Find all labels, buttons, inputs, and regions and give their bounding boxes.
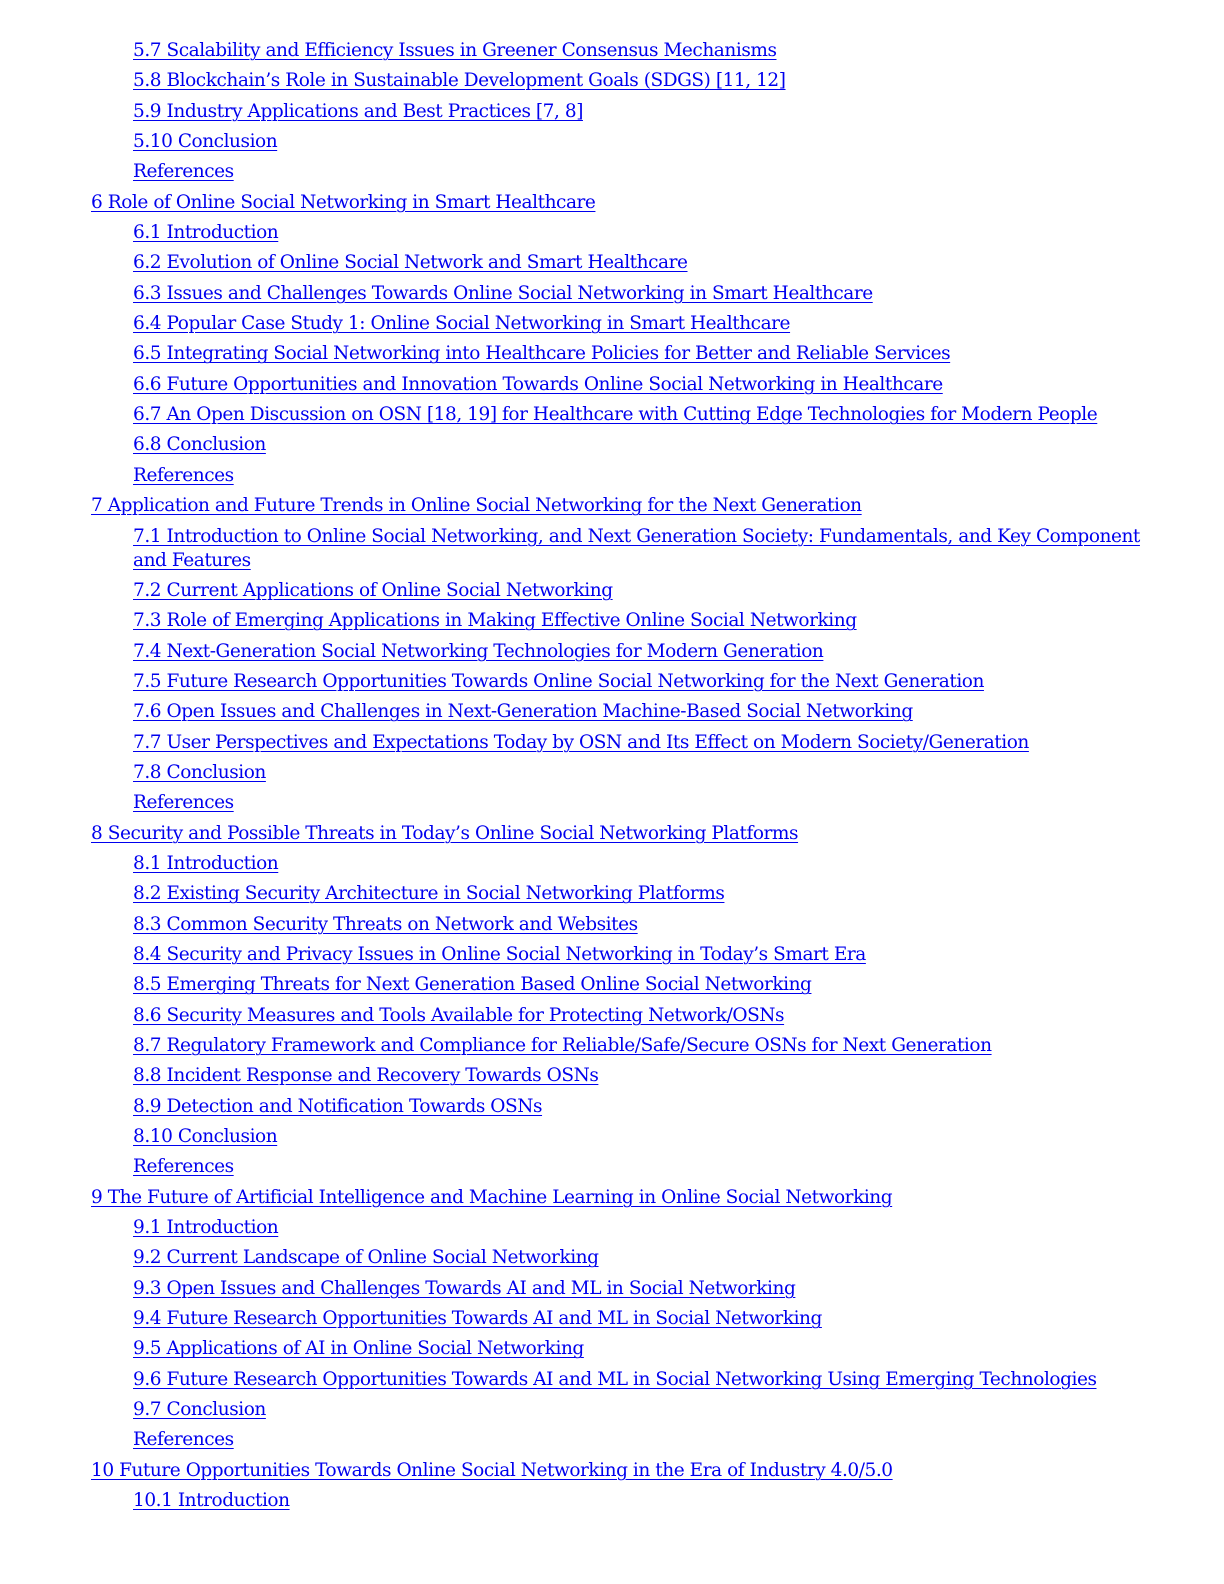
toc-section-entry (0, 160, 1224, 184)
toc-section-link[interactable]: References (133, 1156, 234, 1178)
toc-section-entry (0, 579, 1224, 603)
toc-section-entry (0, 342, 1224, 366)
toc-section-entry (0, 791, 1224, 815)
toc-section-link[interactable]: References (133, 161, 234, 183)
toc-section-link[interactable]: 6.5 Integrating Social Networking into Healthcare Policies for Better and Reliable Services (133, 343, 951, 365)
toc-section-link[interactable]: 7.3 Role of Emerging Applications in Making Effective Online Social Networking (133, 610, 857, 632)
toc-section-entry (0, 609, 1224, 633)
toc-section-link[interactable]: 6.1 Introduction (133, 222, 279, 244)
toc-section-link[interactable]: 5.8 Blockchain’s Role in Sustainable Development Goals (SDGS) [11, 12] (133, 70, 786, 92)
toc-section-link[interactable]: 9.7 Conclusion (133, 1399, 266, 1421)
toc-section-entry (0, 433, 1224, 457)
toc-section-link[interactable]: 8.7 Regulatory Framework and Compliance for Reliable/Safe/Secure OSNs for Next Generation (133, 1035, 992, 1056)
toc-section-link[interactable]: References (133, 464, 234, 486)
toc-section-link[interactable]: 6.7 An Open Discussion on OSN [18, 19] for Healthcare with Cutting Edge Technologies for Modern People (133, 404, 1098, 426)
toc-section-link[interactable]: 7.8 Conclusion (133, 761, 266, 783)
toc-chapter-entry (0, 822, 1224, 846)
toc-section-link[interactable]: References (133, 1429, 234, 1451)
toc-section-link[interactable]: 7.6 Open Issues and Challenges in Next-Generation Machine-Based Social Networking (133, 701, 913, 723)
toc-chapter-entry (0, 191, 1224, 215)
toc-section-entry (0, 1155, 1224, 1179)
toc-section-entry (0, 39, 1224, 63)
toc-section-entry (0, 1277, 1224, 1301)
toc-chapter-link[interactable]: 6 Role of Online Social Networking in Smart Healthcare (91, 191, 596, 213)
toc-section-entry (0, 1368, 1224, 1392)
toc-section-entry (0, 1337, 1224, 1361)
toc-section-entry (0, 130, 1224, 154)
toc-section-entry (0, 640, 1224, 664)
toc-section-entry (0, 221, 1224, 245)
toc-section-link[interactable]: 8.10 Conclusion (133, 1126, 278, 1148)
toc-section-entry (0, 882, 1224, 906)
toc-chapter-link[interactable]: 7 Application and Future Trends in Online Social Networking for the Next Generation (91, 495, 862, 517)
toc-chapter-link[interactable]: 8 Security and Possible Threats in Today’s Online Social Networking Platforms (91, 822, 799, 844)
toc-section-link[interactable]: 8.1 Introduction (133, 852, 279, 874)
toc-section-link[interactable]: 8.6 Security Measures and Tools Available for Protecting Network/OSNs (133, 1004, 785, 1026)
toc-section-entry (0, 1004, 1224, 1028)
toc-section-link[interactable]: 7.4 Next-Generation Social Networking Technologies for Modern Generation (133, 640, 824, 662)
toc-section-entry (0, 69, 1224, 93)
toc-chapter-link[interactable]: 10 Future Opportunities Towards Online Social Networking in the Era of Industry 4.0/5.0 (91, 1459, 893, 1481)
toc-section-link[interactable]: 9.5 Applications of AI in Online Social Networking (133, 1338, 584, 1360)
toc-section-link[interactable]: 8.3 Common Security Threats on Network and Websites (133, 913, 638, 935)
toc-section-link[interactable]: 10.1 Introduction (133, 1490, 290, 1512)
toc-section-entry (0, 1398, 1224, 1422)
toc-section-entry (0, 1064, 1224, 1088)
toc-section-link[interactable]: 7.2 Current Applications of Online Social Networking (133, 579, 613, 601)
toc-section-link[interactable]: 6.2 Evolution of Online Social Network and Smart Healthcare (133, 252, 688, 274)
toc-section-link[interactable]: 6.8 Conclusion (133, 434, 266, 456)
toc-section-entry (0, 913, 1224, 937)
toc-chapter-link[interactable]: 9 The Future of Artificial Intelligence and Machine Learning in Online Social Networking (91, 1186, 893, 1208)
toc-chapter-entry (0, 494, 1224, 518)
toc-section-entry (0, 1489, 1224, 1513)
toc-section-entry (0, 943, 1224, 967)
toc-section-entry (0, 1216, 1224, 1240)
toc-section-entry (0, 973, 1224, 997)
toc-section-link[interactable]: 8.2 Existing Security Architecture in Social Networking Platforms (133, 883, 725, 905)
toc-section-entry (0, 670, 1224, 694)
toc-section-entry (0, 1428, 1224, 1452)
toc-section-entry (0, 700, 1224, 724)
toc-section-entry (0, 1307, 1224, 1331)
toc-section-link[interactable]: 9.1 Introduction (133, 1217, 279, 1239)
toc-section-entry (0, 100, 1224, 124)
toc-section-entry (0, 761, 1224, 785)
toc-section-entry (0, 1034, 1224, 1058)
table-of-contents (0, 39, 1224, 1520)
toc-chapter-entry (0, 1459, 1224, 1483)
toc-section-link[interactable]: 8.4 Security and Privacy Issues in Online Social Networking in Today’s Smart Era (133, 943, 866, 965)
toc-section-link[interactable]: 7.1 Introduction to Online Social Networking, and Next Generation Society: Fundamentals, and Key Component and Features (133, 525, 1140, 571)
toc-section-link[interactable]: 6.6 Future Opportunities and Innovation Towards Online Social Networking in Healthcare (133, 373, 943, 395)
toc-section-entry (0, 731, 1224, 755)
toc-section-entry (0, 251, 1224, 275)
toc-section-link[interactable]: 9.3 Open Issues and Challenges Towards AI and ML in Social Networking (133, 1277, 796, 1299)
toc-section-entry (0, 1246, 1224, 1270)
toc-section-link[interactable]: 5.9 Industry Applications and Best Practices [7, 8] (133, 100, 583, 122)
toc-section-link[interactable]: 6.4 Popular Case Study 1: Online Social Networking in Smart Healthcare (133, 313, 791, 335)
toc-section-link[interactable]: 5.7 Scalability and Efficiency Issues in Greener Consensus Mechanisms (133, 40, 777, 61)
toc-section-link[interactable]: 9.2 Current Landscape of Online Social Networking (133, 1247, 599, 1269)
toc-section-link[interactable]: 8.9 Detection and Notification Towards OSNs (133, 1095, 543, 1117)
toc-section-entry (0, 312, 1224, 336)
toc-section-link[interactable]: 8.8 Incident Response and Recovery Towards OSNs (133, 1065, 599, 1087)
toc-section-entry (0, 852, 1224, 876)
toc-section-entry (0, 525, 1224, 573)
toc-section-entry (0, 1095, 1224, 1119)
toc-section-entry (0, 403, 1224, 427)
toc-section-link[interactable]: 7.5 Future Research Opportunities Towards Online Social Networking for the Next Generation (133, 670, 984, 692)
toc-chapter-entry (0, 1186, 1224, 1210)
toc-section-link[interactable]: 7.7 User Perspectives and Expectations Today by OSN and Its Effect on Modern Society/Generation (133, 731, 1029, 753)
toc-section-link[interactable]: 6.3 Issues and Challenges Towards Online Social Networking in Smart Healthcare (133, 282, 873, 304)
toc-section-link[interactable]: 5.10 Conclusion (133, 131, 278, 153)
toc-section-entry (0, 464, 1224, 488)
toc-section-link[interactable]: References (133, 792, 234, 814)
toc-section-link[interactable]: 9.4 Future Research Opportunities Towards AI and ML in Social Networking (133, 1308, 822, 1330)
toc-section-link[interactable]: 8.5 Emerging Threats for Next Generation Based Online Social Networking (133, 974, 812, 996)
toc-section-link[interactable]: 9.6 Future Research Opportunities Towards AI and ML in Social Networking Using Emerging Technologies (133, 1368, 1097, 1390)
toc-section-entry (0, 282, 1224, 306)
toc-section-entry (0, 1125, 1224, 1149)
toc-section-entry (0, 373, 1224, 397)
